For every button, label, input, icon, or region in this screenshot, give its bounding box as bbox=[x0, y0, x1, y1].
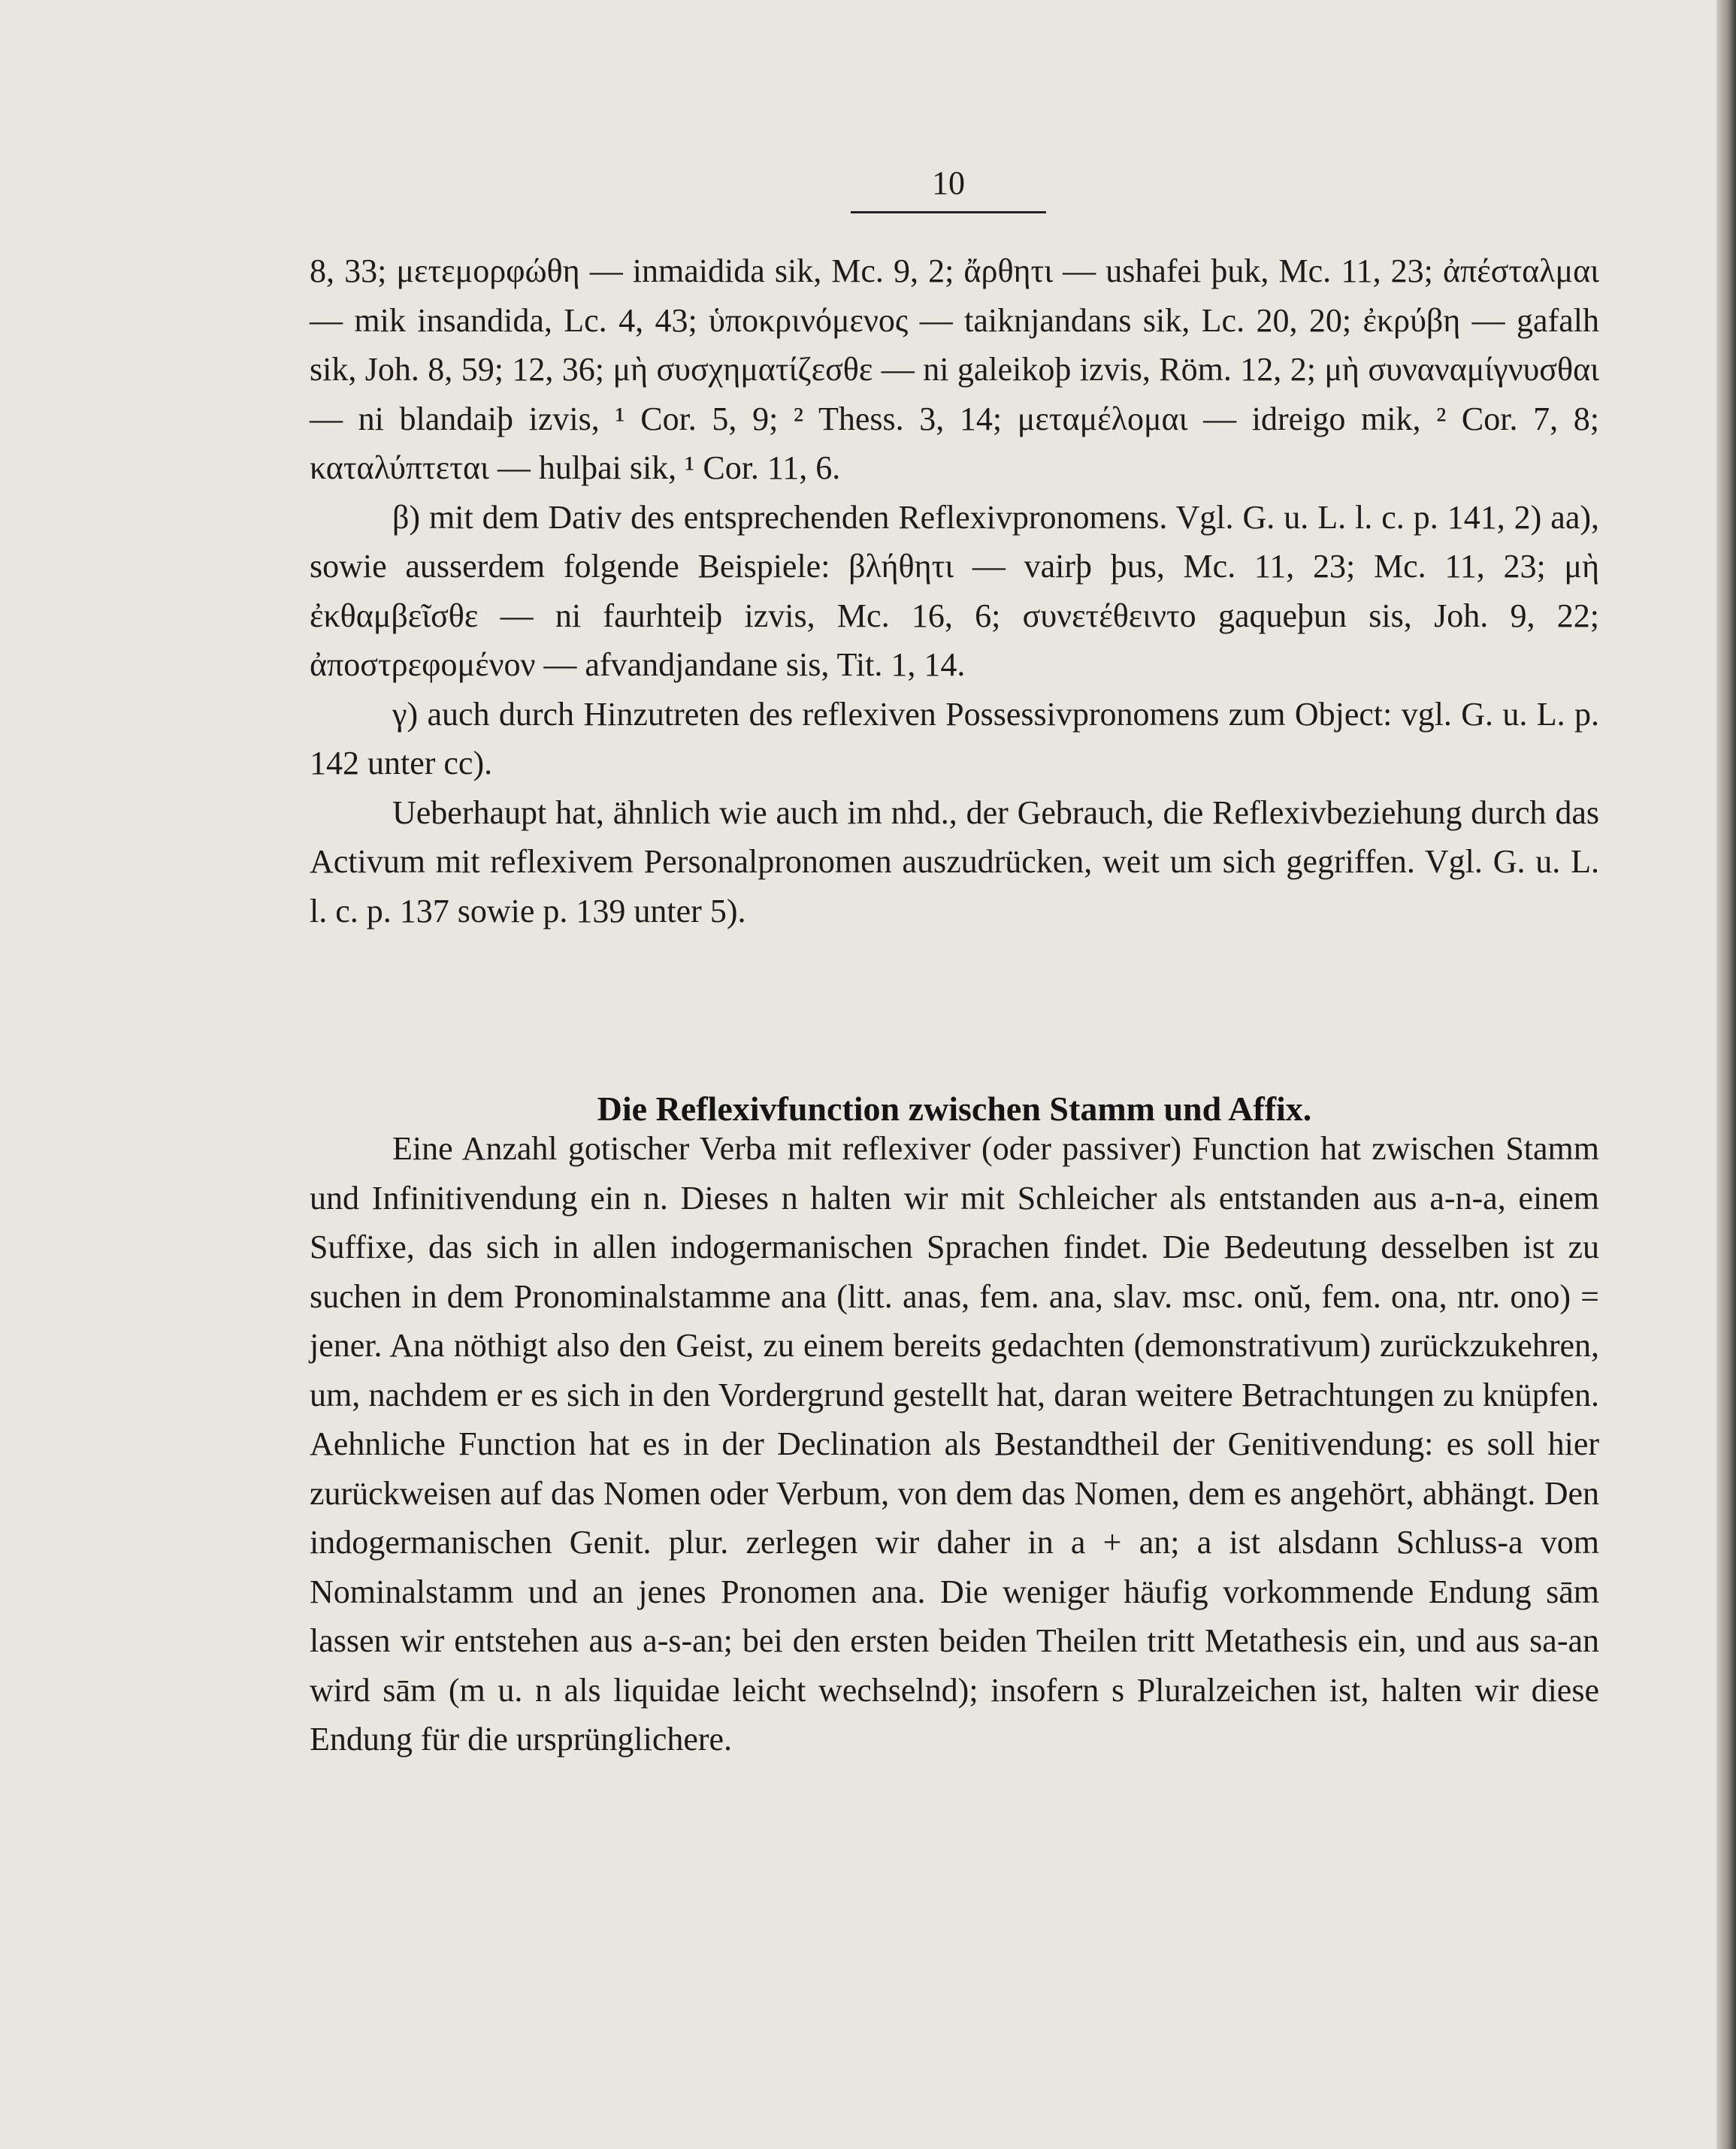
paragraph-gamma: γ) auch durch Hinzutreten des reflexiven Possessivpronomens zum Object: vgl. G. u. L. p. 142 unter cc). bbox=[310, 695, 1599, 781]
page-number-rule bbox=[851, 211, 1046, 213]
section-heading-text: Die Reflexivfunction zwischen Stamm und Affix. bbox=[597, 1090, 1312, 1128]
page-number-container bbox=[851, 164, 1046, 202]
paragraph-reflexivfunction: Eine Anzahl gotischer Verba mit reflexiver (oder passiver) Function hat zwischen Stamm und Infinitivendung ein n. Dieses n halten wir mit Schleicher als entstanden aus a-n-a, einem Suffixe, das sich in allen indogermanischen Sprachen findet. Die Bedeutung desselben ist zu suchen in dem Pronominalstamme ana (litt. anas, fem. ana, slav. msc. onŭ, fem. ona, ntr. ono) = jener. Ana nöthigt also den Geist, zu einem bereits gedachten (demonstrativum) zurückzukehren, um, nachdem er es sich in den Vordergrund gestellt hat, daran weitere Betrachtungen zu knüpfen. Aehnliche Function hat es in der Declination als Bestandtheil der Genitivendung: es soll hier zurückweisen auf das Nomen oder Verbum, von dem das Nomen, dem es angehört, abhängt. Den indogermanischen Genit. plur. zerlegen wir daher in a + an; a ist alsdann Schluss-a vom Nominalstamm und an jenes Pronomen ana. Die weniger häufig vorkommende Endung sām lassen wir entstehen aus a-s-an; bei den ersten beiden Theilen tritt Metathesis ein, und aus sa-an wird sām (m u. n als liquidae leicht wechselnd); insofern s Pluralzeichen ist, halten wir diese Endung für die ursprünglichere. bbox=[310, 1130, 1599, 1758]
text-block-top bbox=[310, 246, 1599, 935]
page-edge-shadow bbox=[1716, 0, 1736, 2149]
page-number: 10 bbox=[932, 165, 965, 201]
paragraph-beta: β) mit dem Dativ des entsprechenden Reflexivpronomens. Vgl. G. u. L. l. c. p. 141, 2) aa), sowie ausserdem folgende Beispiele: βλήθητι — vairþ þus, Mc. 11, 23; Mc. 11, 23; μὴ ἐκθαμβεῖσθε — ni faurhteiþ izvis, Mc. 16, 6; συνετέθειντο gaqueþun sis, Joh. 9, 22; ἀποστρεφομένον — afvandjandane sis, Tit. 1, 14. bbox=[310, 498, 1599, 683]
paragraph-ueberhaupt: Ueberhaupt hat, ähnlich wie auch im nhd., der Gebrauch, die Reflexivbeziehung durch das Activum mit reflexivem Personalpronomen auszudrücken, weit um sich gegriffen. Vgl. G. u. L. l. c. p. 137 sowie p. 139 unter 5). bbox=[310, 793, 1599, 929]
paragraph-examples-continued: 8, 33; μετεμορφώθη — inmaidida sik, Mc. 9, 2; ἄρθητι — ushafei þuk, Mc. 11, 23; ἀπέσταλμαι — mik insandida, Lc. 4, 43; ὑποκρινόμενος — taiknjandans sik, Lc. 20, 20; ἐκρύβη — gafalh sik, Joh. 8, 59; 12, 36; μὴ συσχηματίζεσθε — ni galeikoþ izvis, Röm. 12, 2; μὴ συναναμίγνυσθαι — ni blandaiþ izvis, ¹ Cor. 5, 9; ² Thess. 3, 14; μεταμέλομαι — idreigo mik, ² Cor. 7, 8; καταλύπτεται — hulþai sik, ¹ Cor. 11, 6. bbox=[310, 252, 1599, 486]
text-block-bottom bbox=[310, 1124, 1599, 1764]
